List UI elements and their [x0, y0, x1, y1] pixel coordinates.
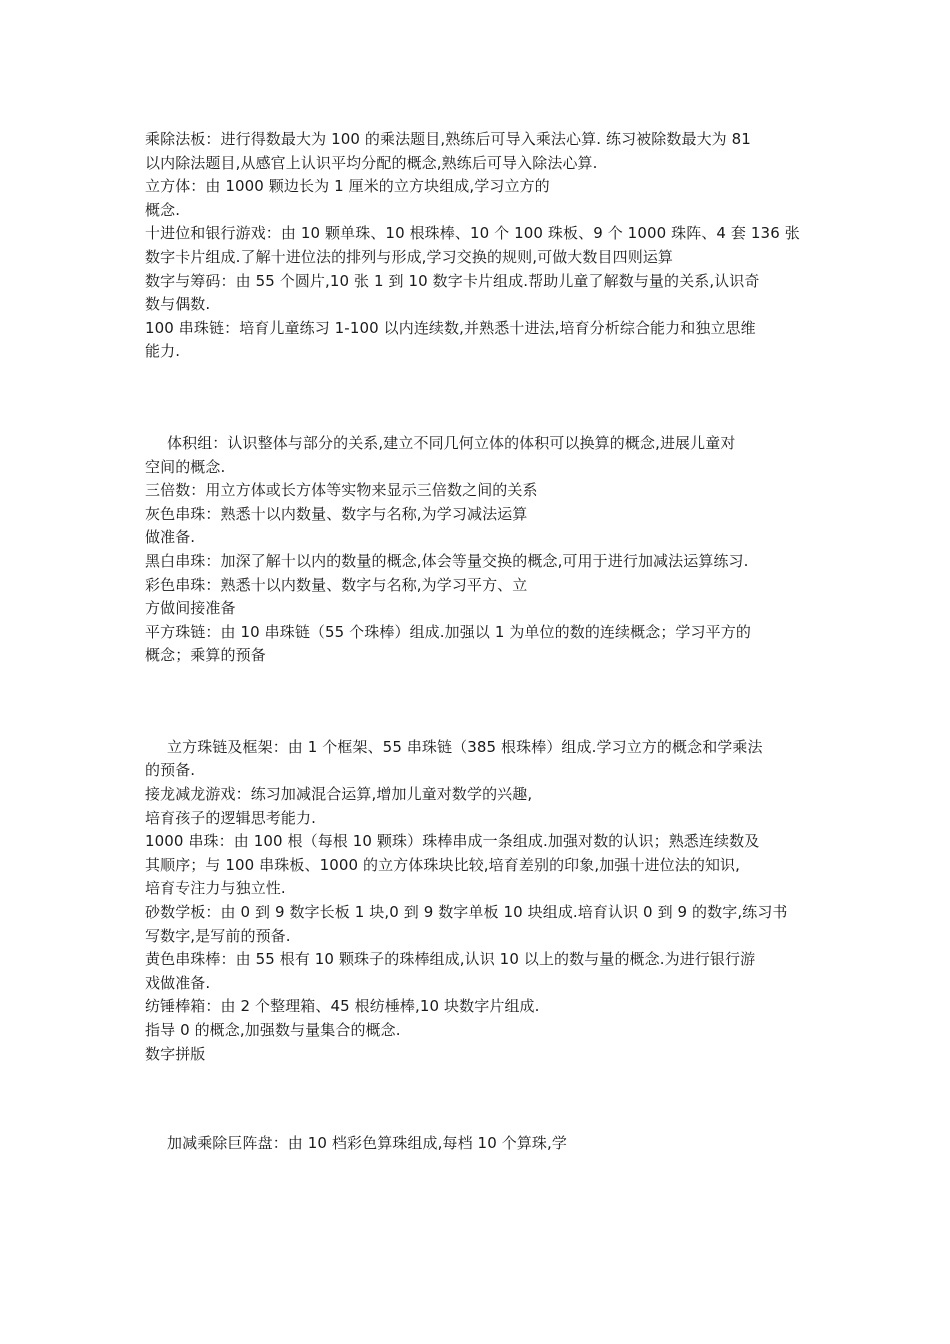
text-line: 指导 0 的概念,加强数与量集合的概念.: [145, 1021, 401, 1039]
text-line: 数字拼版: [145, 1044, 206, 1063]
text-line: 加减乘除巨阵盘：由 10 档彩色算珠组成,每档 10 个算珠,学: [167, 1134, 567, 1153]
section-spacer: [145, 1066, 820, 1132]
text-line: 平方珠链：由 10 串珠链（55 个珠棒）组成.加强以 1 为单位的数的连续概念；学习平方的: [145, 622, 751, 641]
text-line: 培育孩子的逻辑思考能力.: [145, 808, 316, 827]
text-line: 写数字,是写前的预备.: [145, 926, 291, 945]
text-line: 黄色串珠棒：由 55 根有 10 颗珠子的珠棒组成,认识 10 以上的数与量的概念.为进行银行游: [145, 950, 756, 969]
text-line: 体积组：认识整体与部分的关系,建立不同几何立体的体积可以换算的概念,进展儿童对: [167, 433, 736, 452]
text-line: 培育专注力与独立性.: [145, 879, 286, 898]
text-line: 黑白串珠：加深了解十以内的数量的概念,体会等量交换的概念,可用于进行加减法运算练习.: [145, 551, 749, 570]
text-line: 概念；乘算的预备: [145, 646, 266, 665]
text-line: 纺锤棒箱：由 2 个整理箱、45 根纺棰棒,10 块数字片组成.: [145, 997, 540, 1016]
section-spacer: [145, 364, 820, 432]
text-line: 灰色串珠：熟悉十以内数量、数字与名称,为学习减法运算: [145, 504, 528, 523]
text-line: 数字卡片组成.了解十进位法的排列与形成,学习交换的规则,可做大数目四则运算: [145, 247, 674, 266]
text-line: 砂数学板：由 0 到 9 数字长板 1 块,0 到 9 数字单板 10 块组成.培育认识 0 到 9 的数字,练习书: [145, 903, 788, 922]
text-line: 的预备.: [145, 761, 196, 780]
text-line: 100 串珠链：培育儿童练习 1-100 以内连续数,并熟悉十进法,培育分析综合能力和独立思维: [145, 318, 756, 337]
text-line: 戏做准备.: [145, 973, 211, 992]
text-line: 数与偶数.: [145, 295, 211, 314]
text-line: 接龙减龙游戏：练习加减混合运算,增加儿童对数学的兴趣,: [145, 785, 533, 804]
text-line: 做准备.: [145, 528, 196, 547]
text-line: 以内除法题目,从感官上认识平均分配的概念,熟练后可导入除法心算.: [145, 153, 598, 172]
text-line: 乘除法板：进行得数最大为 100 的乘法题目,熟练后可导入乘法心算. 练习被除数最大为 81: [145, 130, 751, 148]
text-line: 方做间接准备: [145, 599, 236, 618]
text-line: 概念.: [145, 200, 181, 219]
text-line: 其顺序；与 100 串珠板、1000 的立方体珠块比较,培育差别的印象,加强十进位法的知识,: [145, 855, 741, 874]
section-spacer: [145, 668, 820, 736]
text-line: 1000 串珠：由 100 根（每根 10 颗珠）珠棒串成一条组成.加强对数的认识；熟悉连续数及: [145, 832, 760, 851]
section-math-materials-2: [145, 432, 820, 668]
section-math-materials-3: [145, 736, 820, 1066]
document-body: [145, 128, 820, 1156]
text-line: 立方体：由 1000 颗边长为 1 厘米的立方块组成,学习立方的: [145, 177, 550, 196]
text-line: 能力.: [145, 342, 181, 361]
text-line: 立方珠链及框架：由 1 个框架、55 串珠链（385 根珠棒）组成.学习立方的概念和学乘法: [167, 737, 763, 756]
text-line: 三倍数：用立方体或长方体等实物来显示三倍数之间的关系: [145, 481, 538, 500]
section-math-materials-4: [145, 1132, 820, 1156]
section-math-materials-1: [145, 128, 820, 364]
text-line: 彩色串珠：熟悉十以内数量、数字与名称,为学习平方、立: [145, 575, 528, 594]
text-line: 数字与筹码：由 55 个圆片,10 张 1 到 10 数字卡片组成.帮助儿童了解数与量的关系,认识奇: [145, 271, 760, 290]
text-line: 空间的概念.: [145, 457, 226, 476]
text-line: 十进位和银行游戏：由 10 颗单珠、10 根珠棒、10 个 100 珠板、9 个 1000 珠阵、4 套 136 张: [145, 224, 800, 243]
